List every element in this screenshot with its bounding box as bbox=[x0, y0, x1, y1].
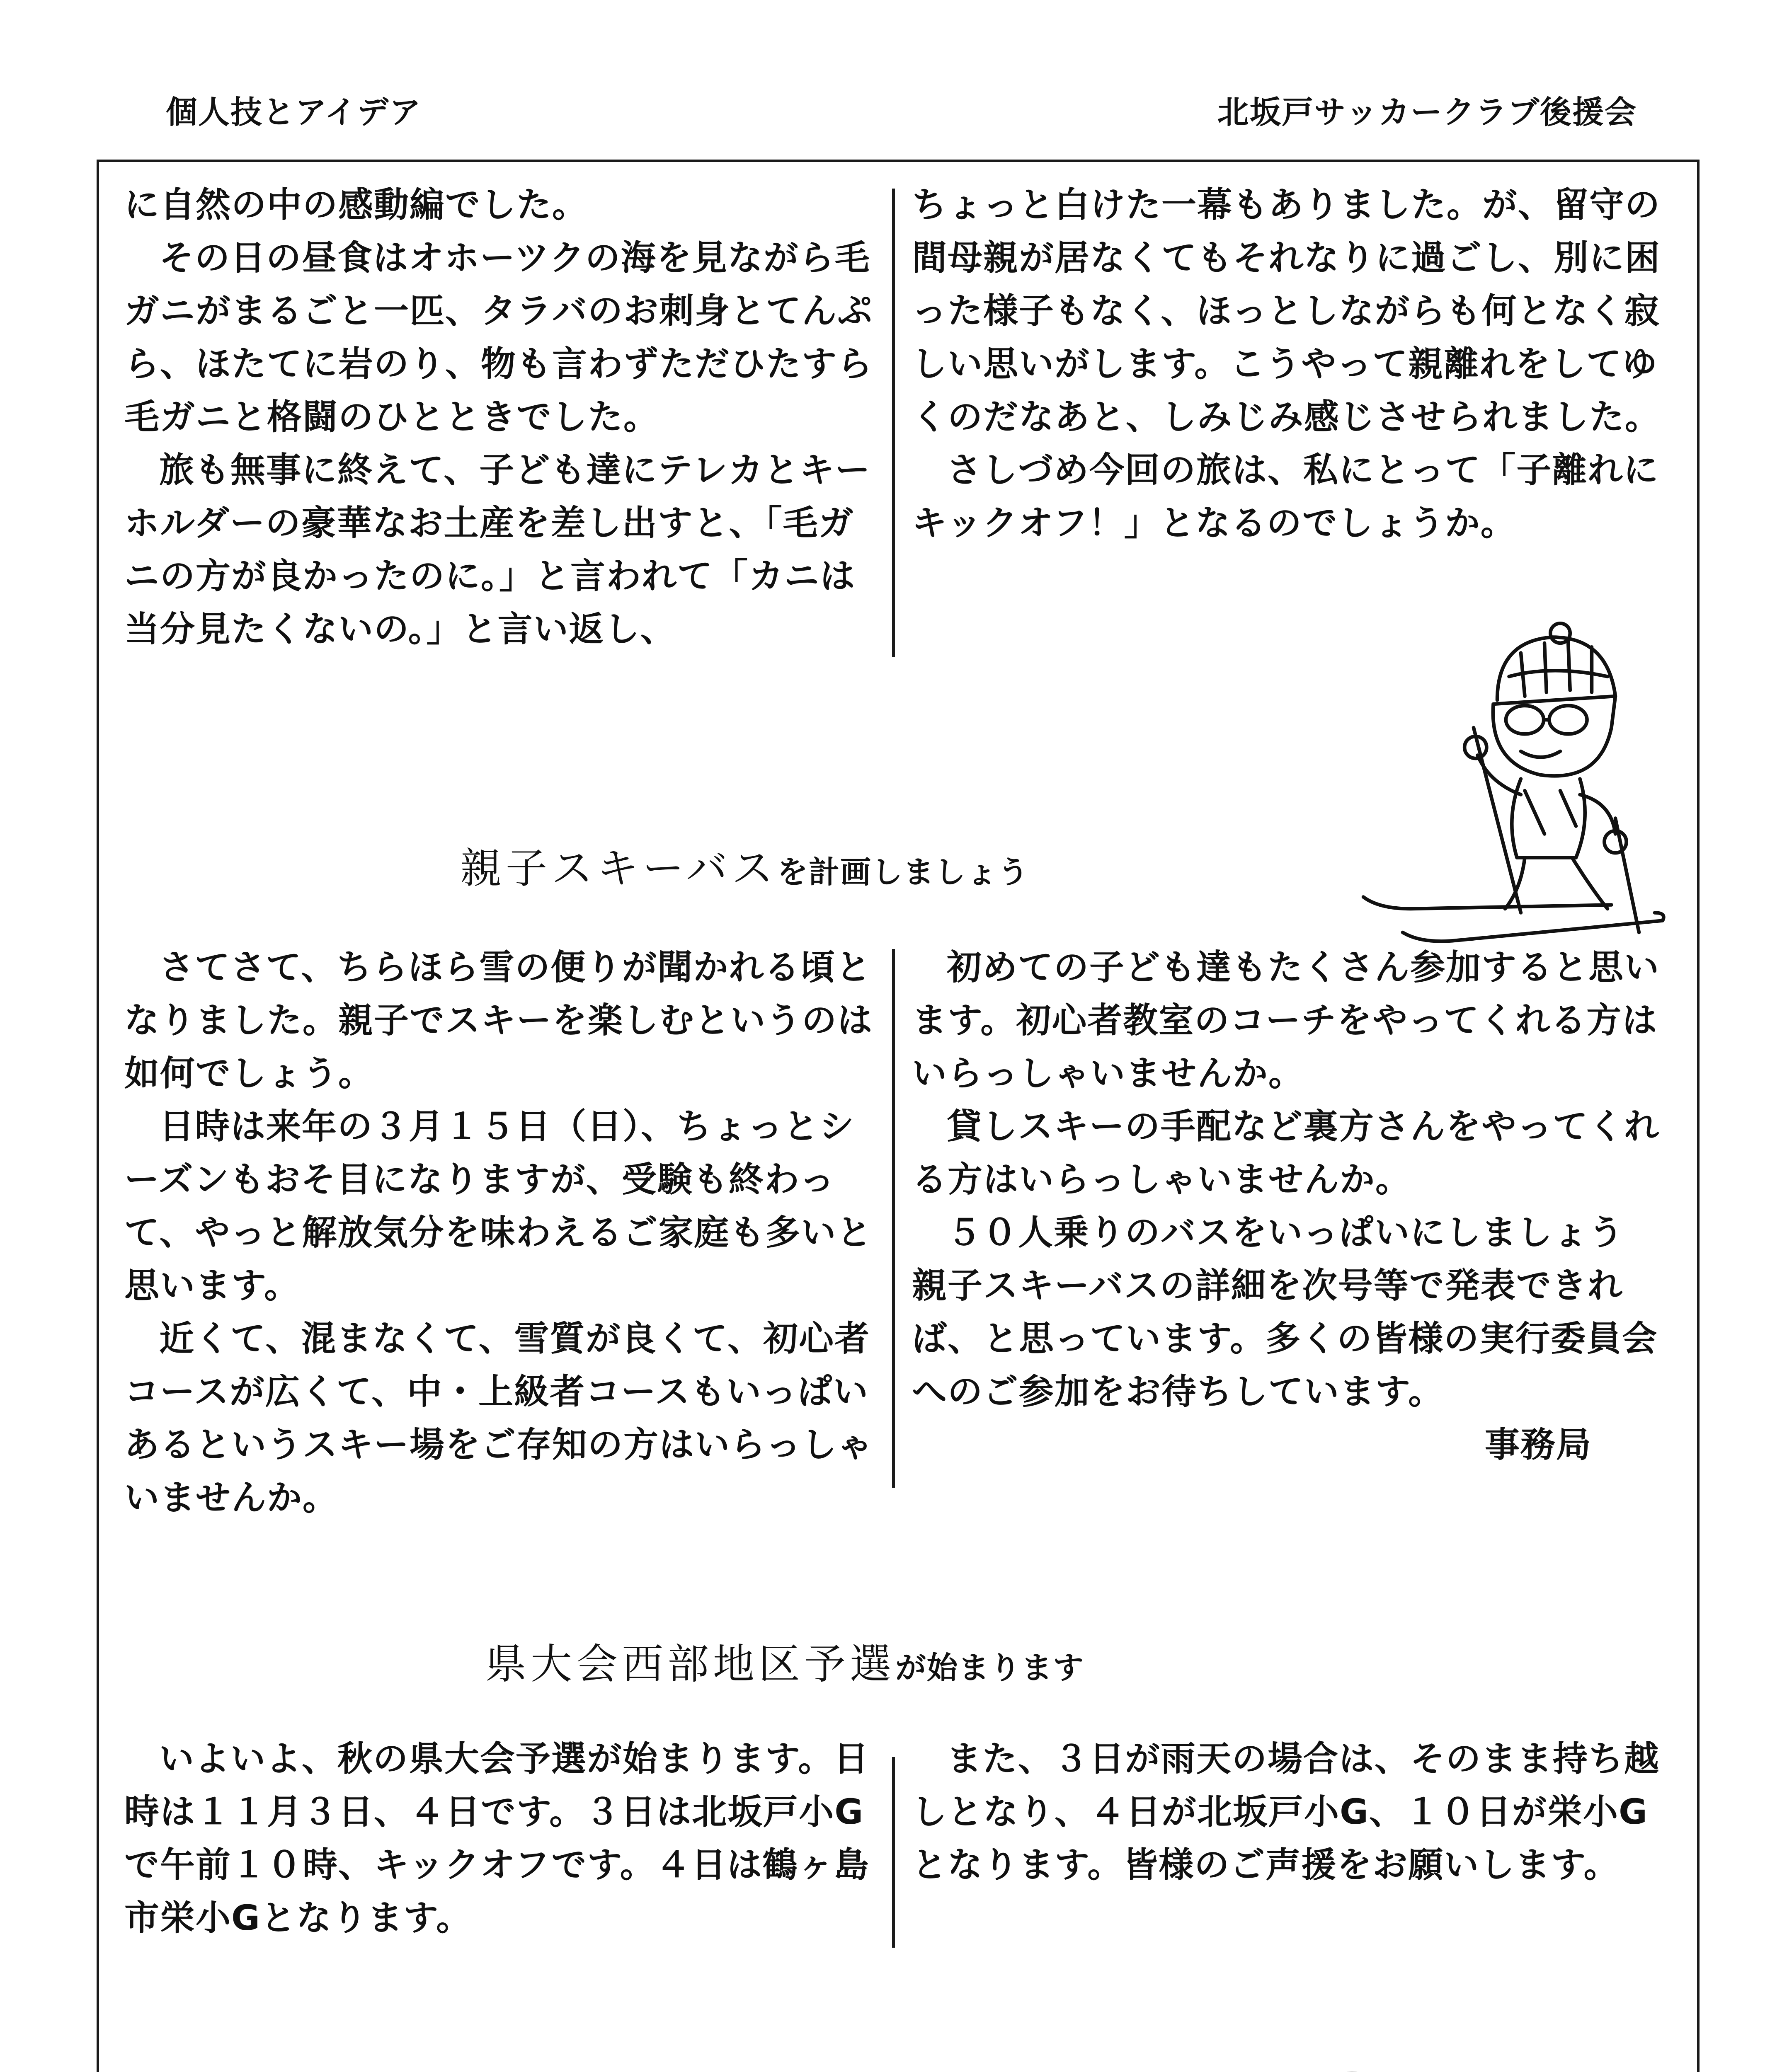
skier-illustration bbox=[1355, 597, 1670, 953]
prefecture-tournament-title bbox=[485, 1631, 1084, 1690]
ski-bus-paragraph: 近くて、混まなくて、雪質が良くて、初心者コースが広くて、中・上級者コースもいっぱいあるというスキー場をご存知の方はいらっしゃいませんか。 bbox=[124, 1318, 873, 1518]
ski-bus-title-main: 親子スキーバス bbox=[460, 844, 777, 893]
tournament-paragraph: また、３日が雨天の場合は、そのまま持ち越しとなり、４日が北坂戸小G、１０日が栄小Gとなります。皆様のご声援をお願いします。 bbox=[912, 1738, 1660, 1885]
ski-bus-left-column bbox=[124, 941, 875, 1524]
prefecture-tournament-title-main: 県大会西部地区予選 bbox=[485, 1640, 895, 1688]
article1-paragraph: その日の昼食はオホーツクの海を見ながら毛ガニがまるごと一匹、タラバのお刺身とてんぷら、ほたてに岩のり、物も言わずただひたすら毛ガニと格闘のひとときでした。 bbox=[124, 237, 873, 437]
header-right-title: 北坂戸サッカークラブ後援会 bbox=[1217, 94, 1637, 131]
tournament-divider bbox=[892, 1757, 895, 1948]
ski-bus-title bbox=[460, 835, 1029, 895]
article1-divider bbox=[892, 189, 895, 657]
article1-left-column bbox=[124, 178, 875, 656]
tournament-paragraph: いよいよ、秋の県大会予選が始まります。日時は１１月３日、４日です。３日は北坂戸小Gで午前１０時、キックオフです。４日は鶴ヶ島市栄小Gとなります。 bbox=[124, 1738, 870, 1938]
article1-right-column bbox=[912, 178, 1662, 549]
ski-bus-paragraph: さてさて、ちらほら雪の便りが聞かれる頃となりました。親子でスキーを楽しむというのは如何でしょう。 bbox=[124, 947, 873, 1094]
ski-bus-right-column bbox=[912, 941, 1662, 1471]
article1-paragraph: 旅も無事に終えて、子ども達にテレカとキーホルダーの豪華なお土産を差し出すと、「毛ガニの方が良かったのに。」と言われて「カニは当分見たくないの。」と言い返し、 bbox=[124, 450, 871, 649]
ski-bus-title-sub: を計画しましょう bbox=[777, 854, 1029, 890]
article1-paragraph: に自然の中の感動編でした。 bbox=[124, 184, 588, 225]
tournament-left-column bbox=[124, 1732, 875, 1944]
ski-bus-paragraph: 親子スキーバスの詳細を次号等で発表できれば、と思っています。多くの皆様の実行委員会へのご参加をお待ちしています。 bbox=[912, 1265, 1658, 1412]
ski-bus-paragraph: 日時は来年の３月１５日（日）、ちょっとシーズンもおそ目になりますが、受験も終わって、やっと解放気分を味わえるご家庭も多いと思います。 bbox=[124, 1106, 873, 1306]
article1-paragraph: ちょっと白けた一幕もありました。が、留守の間母親が居なくてもそれなりに過ごし、別に困った様子もなく、ほっとしながらも何となく寂しい思いがします。こうやって親離れをしてゆくのだなあと、しみじみ感じさせられました。 bbox=[912, 184, 1661, 437]
ski-bus-paragraph: 貸しスキーの手配など裏方さんをやってくれる方はいらっしゃいませんか。 bbox=[912, 1106, 1660, 1200]
ski-bus-divider bbox=[892, 949, 895, 1488]
header-left-title: 個人技とアイデア bbox=[166, 94, 422, 131]
ski-bus-paragraph: ５０人乗りのバスをいっぱいにしましょう bbox=[947, 1212, 1624, 1253]
article1-paragraph: さしづめ今回の旅は、私にとって「子離れにキックオフ！」となるのでしょうか。 bbox=[912, 450, 1659, 543]
orange-tree-illustration bbox=[1219, 2055, 1509, 2072]
ski-bus-paragraph: 初めての子ども達もたくさん参加すると思います。初心者教室のコーチをやってくれる方はいらっしゃいませんか。 bbox=[912, 947, 1660, 1094]
signature: 事務局 bbox=[1484, 1424, 1592, 1465]
tournament-right-column bbox=[912, 1732, 1662, 1891]
prefecture-tournament-title-sub: が始まります bbox=[895, 1650, 1084, 1686]
